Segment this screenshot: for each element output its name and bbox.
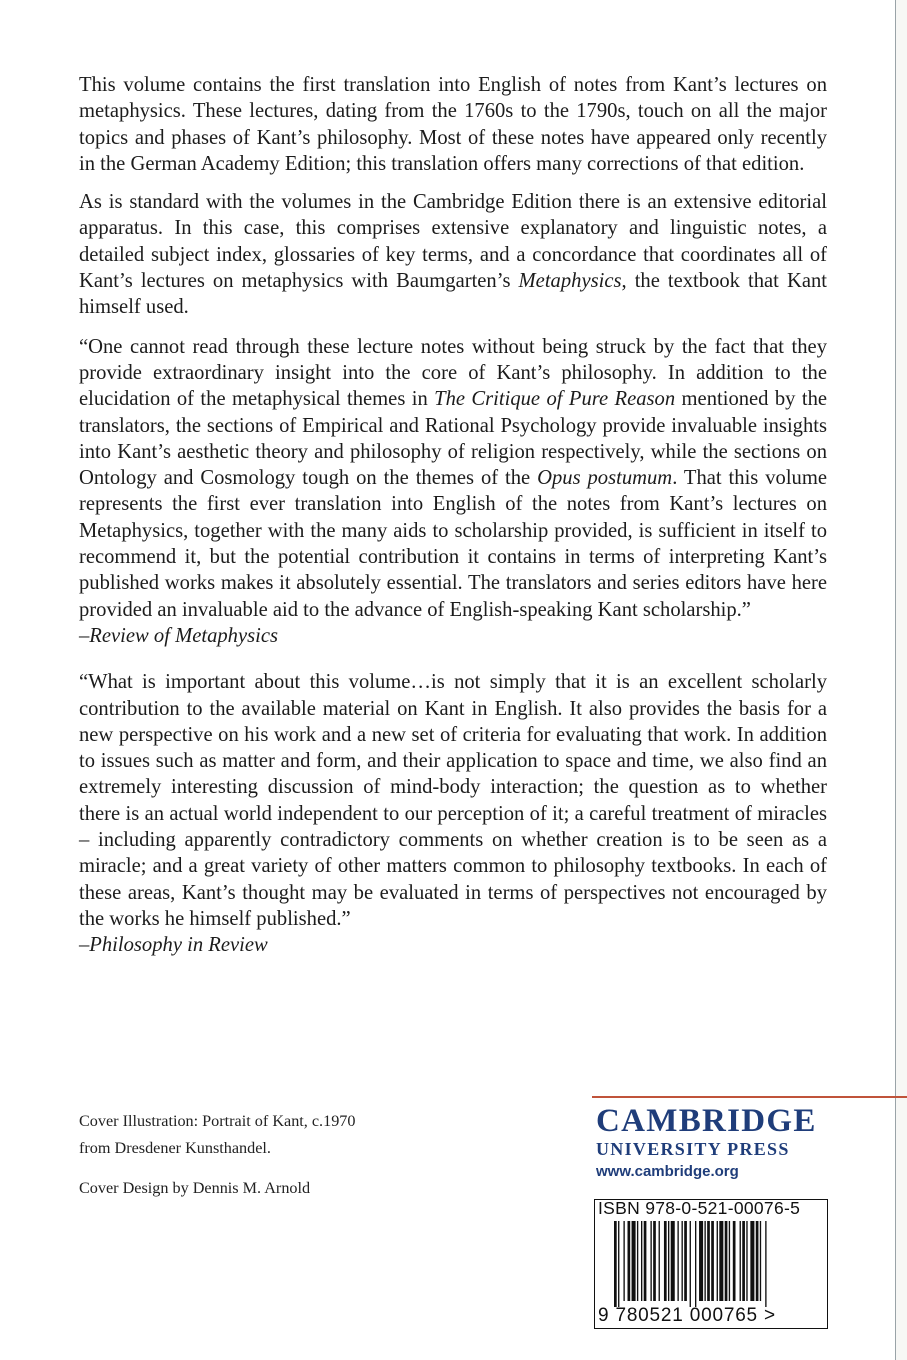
- barcode-bar: [750, 1221, 754, 1301]
- barcode-bar: [684, 1221, 687, 1301]
- review-attribution-2: –Philosophy in Review: [79, 934, 268, 957]
- barcode-bar: [668, 1221, 669, 1301]
- barcode-bar: [765, 1221, 766, 1307]
- barcode-bar: [659, 1221, 660, 1301]
- illustration-credit-line-1: Cover Illustration: Portrait of Kant, c.1970: [79, 1112, 356, 1130]
- barcode-bar: [682, 1221, 683, 1301]
- accent-rule: [592, 1096, 907, 1098]
- barcode-bar: [760, 1221, 761, 1301]
- publisher-subtitle: UNIVERSITY PRESS: [596, 1139, 790, 1159]
- barcode-bar: [729, 1221, 730, 1301]
- barcode-bar: [677, 1221, 678, 1301]
- publisher-url[interactable]: www.cambridge.org: [596, 1163, 739, 1180]
- barcode-bar: [711, 1221, 714, 1301]
- spine-rule: [895, 0, 896, 1360]
- barcode-bar: [623, 1221, 624, 1301]
- review-quote-2: “What is important about this volume…is not simply that it is an excellent scholarly contribution to the available material on Kant in English. It also provides the basis for a new perspective on his work and a new set of criteria for evaluating that work. In addition to issues such as matter and form, and their application to space and time, we also find an extremely interesting discussion of mind-body interaction; the question as to whether there is an actual world independent to our perception of it; a careful treatment of miracles – including apparently contradictory comments on whether creation is to be seen as a miracle; and a great variety of other matters common to philosophy textbooks. In each of these areas, Kant’s thought may be evaluated in terms of perspectives not encouraged by the works he himself published.”: [79, 671, 827, 930]
- barcode-bar: [733, 1221, 736, 1301]
- review-attribution-1: –Review of Metaphysics: [79, 624, 279, 647]
- barcode-bar: [746, 1221, 747, 1301]
- barcode-bar: [707, 1221, 710, 1301]
- barcode-bar: [740, 1221, 741, 1301]
- barcode-bar: [618, 1221, 619, 1307]
- cover-credits: [79, 1108, 355, 1202]
- barcode-bar: [719, 1221, 723, 1301]
- barcode-bar: [704, 1221, 705, 1301]
- barcode-bar: [690, 1221, 691, 1307]
- barcode-bar: [644, 1221, 647, 1301]
- barcode-bar: [641, 1221, 642, 1301]
- publisher-name: CAMBRIDGE: [596, 1103, 817, 1139]
- barcode-bar: [653, 1221, 656, 1301]
- book-title: Metaphysics: [518, 270, 622, 293]
- barcode-icon: [614, 1221, 810, 1307]
- review-quote-1: “One cannot read through these lecture notes without being struck by the fact that they provide extraordinary insight into the core of Kant’s philosophy. In addition to the elucidation of the metaphysical themes in The Critique of Pure Reason mentioned by the translators, the sections of Empirical and Rational Psychology provide invaluable insights into Kant’s aesthetic theory and philosophy of religion respectively, while the sections on Ontology and Cosmology tough on the themes of the Opus postumum. That this volume represents the first ever translation into English of the notes from Kant’s lectures on Metaphysics, together with the many aids to scholarship provided, is sufficient in itself to recommend it, but the potential contribution it contains in terms of interpreting Kant’s published works makes it absolutely essential. The translators and series editors have here provided an invaluable aid to the advance of English-speaking Kant scholarship.”: [79, 335, 828, 621]
- barcode-bar: [664, 1221, 667, 1301]
- barcode-bar: [650, 1221, 651, 1301]
- publisher-logo: [596, 1102, 826, 1182]
- barcode-bar: [632, 1221, 636, 1301]
- barcode-bar: [742, 1221, 745, 1301]
- book-title: Opus postumum: [537, 467, 673, 490]
- intro-paragraph-1: This volume contains the first translation into English of notes from Kant’s lectures on metaphysics. These lectures, dating from the 1760s to the 1790s, touch on all the major topics and phases of Kant’s philosophy. Most of these notes have appeared only recently in the German Academy Edition; this translation offers many corrections of that edition.: [79, 74, 827, 175]
- barcode-bar: [637, 1221, 638, 1301]
- book-title: The Critique of Pure Reason: [434, 388, 676, 411]
- barcode-bar: [717, 1221, 718, 1301]
- spine-edge: [896, 0, 907, 1360]
- back-cover-text: [79, 72, 827, 959]
- barcode-digits: 9 780521 000765 >: [598, 1305, 776, 1326]
- intro-paragraph-2: As is standard with the volumes in the Cambridge Edition there is an extensive editorial apparatus. In this case, this comprises extensive explanatory and linguistic notes, a detailed subject index, glossaries of key terms, and a concordance that coordinates all of Kant’s lectures on metaphysics with Baumgarten’s Metaphysics, the textbook that Kant himself used.: [79, 191, 827, 319]
- barcode-bar: [699, 1221, 703, 1301]
- illustration-credit-line-2: from Dresdener Kunsthandel.: [79, 1139, 271, 1157]
- barcode-bar: [756, 1221, 759, 1301]
- isbn-label: ISBN 978-0-521-00076-5: [598, 1198, 801, 1218]
- barcode-bar: [614, 1221, 617, 1307]
- barcode-bar: [628, 1221, 631, 1301]
- design-credit: Cover Design by Dennis M. Arnold: [79, 1179, 311, 1197]
- barcode-bar: [671, 1221, 675, 1301]
- barcode-bar: [695, 1221, 696, 1307]
- barcode-bar: [725, 1221, 728, 1301]
